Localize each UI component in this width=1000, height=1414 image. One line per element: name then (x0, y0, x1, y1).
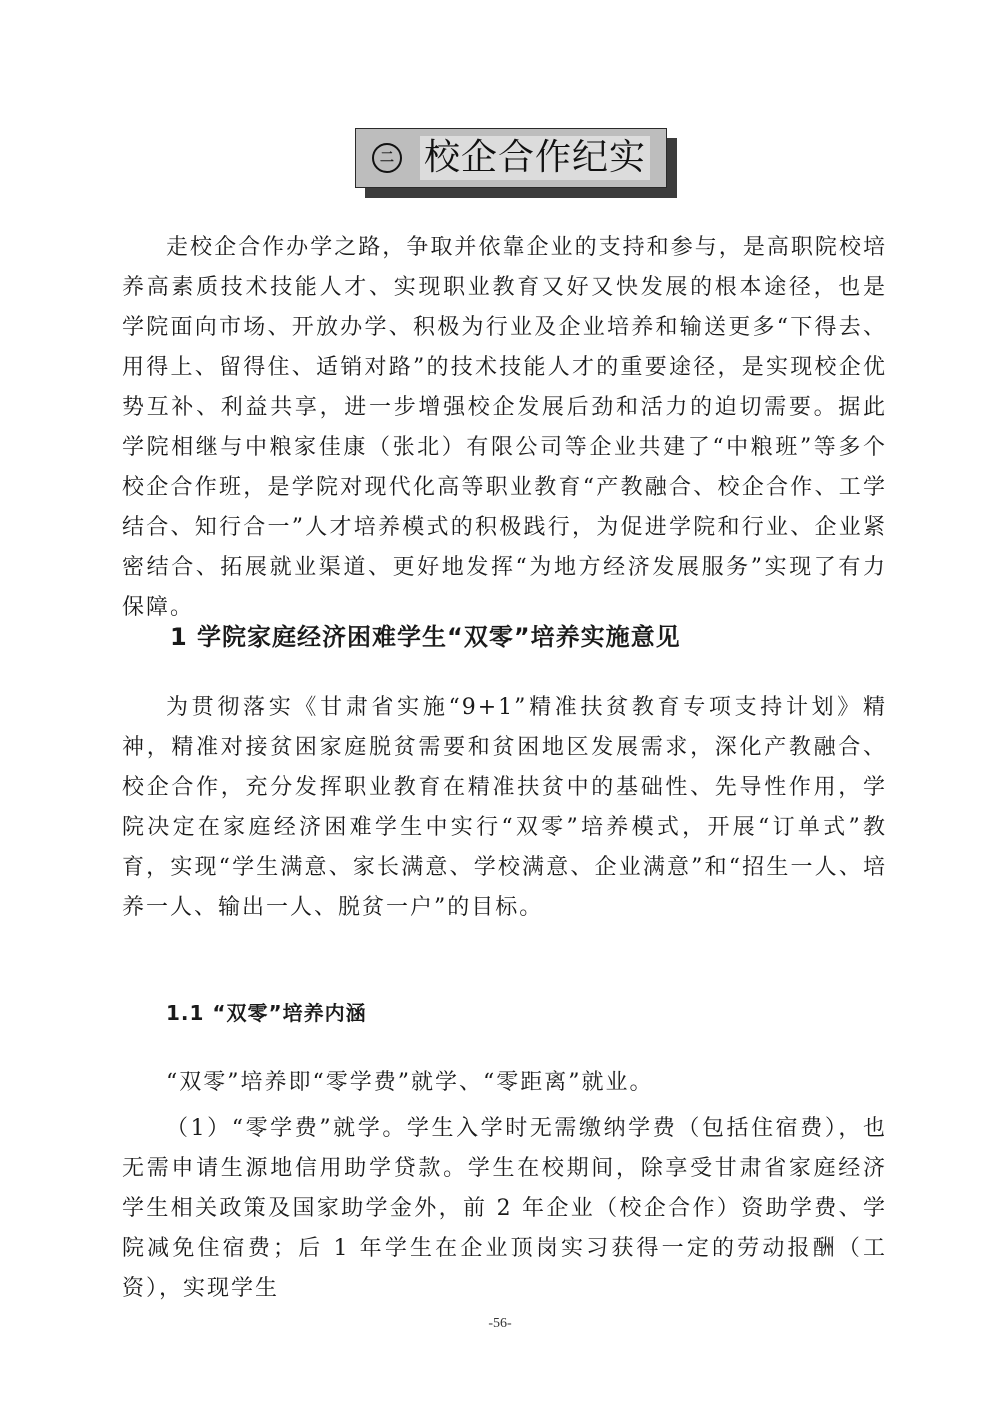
section-heading-1: 1 学院家庭经济困难学生“双零”培养实施意见 (170, 623, 681, 651)
banner-title: 校企合作纪实 (420, 136, 650, 180)
intro-paragraph: 走校企合作办学之路，争取并依靠企业的支持和参与，是高职院校培养高素质技术技能人才、实现职业教育又好又快发展的根本途径，也是学院面向市场、开放办学、积极为行业及企业培养和输送更多“下得去、用得上、留得住、适销对路”的技术技能人才的重要途径，是实现校企优势互补、利益共享，进一步增强校企发展后劲和活力的迫切需要。据此学院相继与中粮家佳康（张北）有限公司等企业共建了“中粮班”等多个校企合作班，是学院对现代化高等职业教育“产教融合、校企合作、工学结合、知行合一”人才培养模式的积极践行，为促进学院和行业、企业紧密结合、拓展就业渠道、更好地发挥“为地方经济发展服务”实现了有力保障。 (122, 235, 887, 620)
section1-paragraph: 为贯彻落实《甘肃省实施“9+1”精准扶贫教育专项支持计划》精神，精准对接贫困家庭脱贫需要和贫困地区发展需求，深化产教融合、校企合作，充分发挥职业教育在精准扶贫中的基础性、先导性作用，学院决定在家庭经济困难学生中实行“双零”培养模式，开展“订单式”教育，实现“学生满意、家长满意、学校满意、企业满意”和“招生一人、培养一人、输出一人、脱贫一户”的目标。 (122, 695, 887, 920)
banner-box (355, 128, 667, 188)
page-number: -56- (488, 1316, 512, 1331)
section1-1-paragraph-2: （1）“零学费”就学。学生入学时无需缴纳学费（包括住宿费），也无需申请生源地信用助学贷款。学生在校期间，除享受甘肃省家庭经济学生相关政策及国家助学金外，前 2 年企业（校企合作）资助学费、学院减免住宿费；后 1 年学生在企业顶岗实习获得一定的劳动报酬（工资），实现学生 (122, 1116, 887, 1301)
section-heading-1-1: 1.1 “双零”培养内涵 (166, 1001, 367, 1025)
section1-1-paragraph-1: “双零”培养即“零学费”就学、“零距离”就业。 (166, 1070, 654, 1095)
banner-section-number: 二 (372, 143, 402, 173)
section-banner (355, 128, 677, 198)
